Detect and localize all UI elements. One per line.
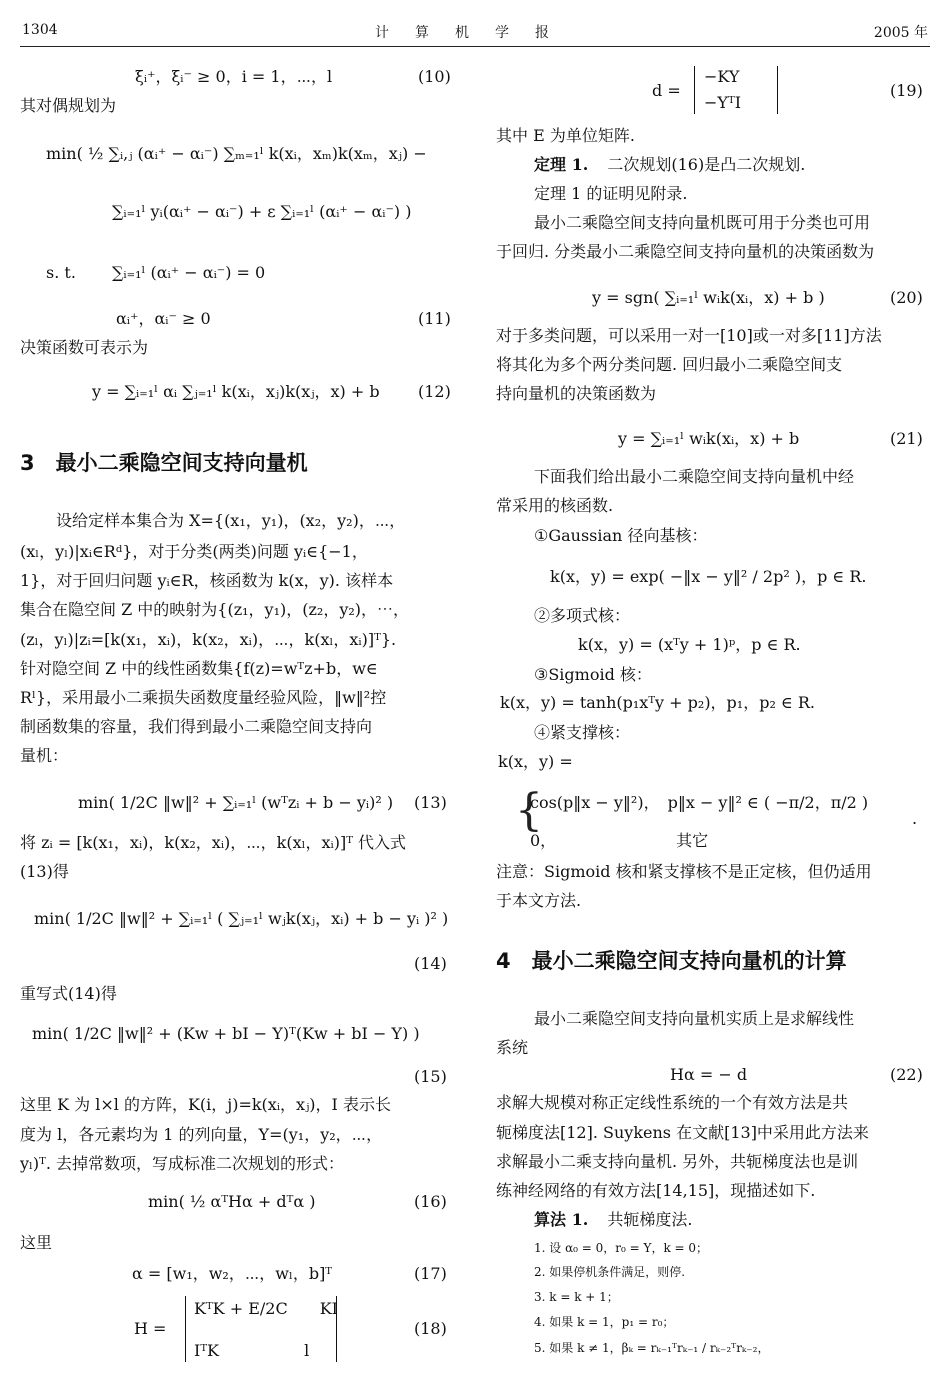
paragraph: 决策函数可表示为	[20, 338, 149, 357]
equation-10: ξᵢ⁺，ξᵢ⁻ ≥ 0，i = 1，⋯，l	[135, 67, 333, 86]
paragraph-line: 持向量机的决策函数为	[496, 384, 657, 403]
paragraph-line: yₗ)ᵀ. 去掉常数项，写成标准二次规划的形式：	[20, 1154, 345, 1173]
equation-13: min( 1/2C ‖w‖² + ∑ᵢ₌₁ˡ (wᵀzᵢ + b − yᵢ)² )	[78, 793, 394, 812]
theorem-text: 二次规划(16)是凸二次规划.	[607, 155, 806, 174]
paragraph-line: 轭梯度法[12]. Suykens 在文献[13]中采用此方法来	[496, 1123, 869, 1142]
kernel-label: ①Gaussian 径向基核：	[534, 526, 708, 545]
paragraph-line: 求解大规模对称正定线性系统的一个有效方法是共	[496, 1093, 849, 1112]
paragraph-line: 设给定样本集合为 X={(x₁，y₁)，(x₂，y₂)，⋯，	[56, 511, 406, 530]
page-number: 1304	[22, 22, 58, 38]
theorem	[534, 155, 805, 175]
algorithm-step: 4. 如果 k = 1，p₁ = r₀；	[534, 1315, 675, 1329]
paragraph-line: 于回归. 分类最小二乘隐空间支持向量机的决策函数为	[496, 242, 875, 261]
kernel-equation: k(x，y) = tanh(p₁xᵀy + p₂)，p₁，p₂ ∈ R.	[500, 693, 816, 712]
paragraph: 其对偶规划为	[20, 96, 117, 115]
paragraph-line: 针对隐空间 Z 中的线性函数集{f(z)=wᵀz+b，w∈	[20, 659, 378, 678]
paragraph: 定理 1 的证明见附录.	[534, 184, 688, 203]
section-heading: 3 最小二乘隐空间支持向量机	[20, 451, 308, 475]
equation-19-lhs: d =	[652, 81, 681, 100]
equation-11-line3: ∑ᵢ₌₁ˡ (αᵢ⁺ − αᵢ⁻) = 0	[112, 263, 266, 282]
paragraph-line: (zₗ，yₗ)|zᵢ=[k(x₁，xᵢ)，k(x₂，xᵢ)，⋯，k(xₗ，xᵢ)]ᵀ}.	[20, 630, 397, 649]
theorem-label: 定理 1.	[534, 155, 589, 174]
paragraph: 这里	[20, 1233, 53, 1252]
equation-number: (22)	[890, 1065, 923, 1084]
equation-19-row2: −YᵀI	[704, 93, 742, 112]
paragraph-line: 练神经网络的有效方法[14,15]，现描述如下.	[496, 1181, 816, 1200]
year: 2005 年	[873, 25, 928, 41]
algorithm-step: 3. k = k + 1；	[534, 1290, 619, 1304]
equation-number: (14)	[414, 954, 447, 973]
paragraph: 重写式(14)得	[20, 984, 117, 1003]
kernel-label: ②多项式核：	[534, 606, 631, 625]
kernel-equation-lhs: k(x，y) =	[498, 752, 573, 771]
kernel-case-2: 0， 其它	[530, 831, 709, 850]
equation-21: y = ∑ᵢ₌₁ˡ wᵢk(xᵢ，x) + b	[618, 429, 800, 448]
paragraph-line: 下面我们给出最小二乘隐空间支持向量机中经	[534, 467, 855, 486]
algorithm-step: 5. 如果 k ≠ 1，βₖ = rₖ₋₁ᵀrₖ₋₁ / rₖ₋₂ᵀrₖ₋₂，	[534, 1341, 770, 1355]
paragraph-line: 最小二乘隐空间支持向量机实质上是求解线性	[534, 1009, 855, 1028]
equation-number: (12)	[418, 382, 451, 401]
equation-22: Hα = − d	[670, 1065, 748, 1084]
equation-18-row1: KᵀK + E/2C KI	[194, 1299, 338, 1318]
equation-17: α = [w₁，w₂，⋯，wₗ，b]ᵀ	[132, 1264, 333, 1283]
paragraph-line: (xₗ，yₗ)|xᵢ∈Rᵈ}，对于分类(两类)问题 yᵢ∈{−1，	[20, 542, 368, 561]
equation-number: (20)	[890, 288, 923, 307]
paragraph-line: 最小二乘隐空间支持向量机既可用于分类也可用	[534, 213, 871, 232]
running-header	[20, 22, 930, 47]
equation-12: y = ∑ᵢ₌₁ˡ αᵢ ∑ⱼ₌₁ˡ k(xᵢ，xⱼ)k(xⱼ，x) + b	[92, 382, 380, 401]
paragraph-line: Rˡ}，采用最小二乘损失函数度量经验风险，‖w‖²控	[20, 688, 387, 707]
equation-14: min( 1/2C ‖w‖² + ∑ᵢ₌₁ˡ ( ∑ⱼ₌₁ˡ wⱼk(xⱼ，xᵢ) + b − yᵢ )² )	[34, 909, 449, 928]
paragraph-line: 系统	[496, 1038, 529, 1057]
equation-15: min( 1/2C ‖w‖² + (Kw + bI − Y)ᵀ(Kw + bI − Y) )	[32, 1024, 420, 1043]
paragraph-line: 将 zᵢ = [k(x₁，xᵢ)，k(x₂，xᵢ)，⋯，k(xₗ，xᵢ)]ᵀ 代入式	[20, 833, 407, 852]
paragraph-line: 度为 l，各元素均为 1 的列向量，Y=(y₁，y₂，⋯，	[20, 1125, 383, 1144]
equation-number: (10)	[418, 67, 451, 86]
equation-16: min( ½ αᵀHα + dᵀα )	[148, 1192, 316, 1211]
equation-number: (13)	[414, 793, 447, 812]
equation-number: (19)	[890, 81, 923, 100]
equation-11-line4: αᵢ⁺，αᵢ⁻ ≥ 0	[116, 309, 211, 328]
kernel-label: ④紧支撑核：	[534, 723, 631, 742]
paragraph-line: 量机：	[20, 746, 69, 765]
equation-number: (17)	[414, 1264, 447, 1283]
equation-20: y = sgn( ∑ᵢ₌₁ˡ wᵢk(xᵢ，x) + b )	[592, 288, 825, 307]
equation-number: (18)	[414, 1319, 447, 1338]
paragraph-line: 注意：Sigmoid 核和紧支撑核不是正定核，但仍适用	[496, 862, 872, 881]
kernel-equation: k(x，y) = (xᵀy + 1)ᵖ，p ∈ R.	[578, 635, 801, 654]
paragraph-line: 对于多类问题，可以采用一对一[10]或一对多[11]方法	[496, 326, 882, 345]
paragraph-line: 这里 K 为 l×l 的方阵，K(i，j)=k(xᵢ，xⱼ)，I 表示长	[20, 1095, 391, 1114]
paragraph-line: 将其化为多个两分类问题. 回归最小二乘隐空间支	[496, 355, 843, 374]
algorithm-name: 共轭梯度法.	[607, 1210, 693, 1229]
equation-number: (15)	[414, 1067, 447, 1086]
brace: {	[515, 785, 543, 836]
equation-19-row1: −KY	[704, 67, 740, 86]
section-heading: 4 最小二乘隐空间支持向量机的计算	[496, 949, 847, 973]
equation-11-line1: min( ½ ∑ᵢ,ⱼ (αᵢ⁺ − αᵢ⁻) ∑ₘ₌₁ˡ k(xᵢ，xₘ)k(xₘ，xⱼ) −	[46, 144, 427, 163]
kernel-equation: k(x，y) = exp( −‖x − y‖² / 2p² )，p ∈ R.	[550, 567, 867, 586]
paragraph-line: 常采用的核函数.	[496, 496, 614, 515]
kernel-case-1: cos(p‖x − y‖²)， p‖x − y‖² ∈ ( −π/2，π/2 )	[530, 793, 869, 812]
period: .	[912, 809, 918, 828]
paragraph-line: (13)得	[20, 862, 69, 881]
algorithm-step: 2. 如果停机条件满足，则停.	[534, 1265, 686, 1279]
paragraph-line: 制函数集的容量，我们得到最小二乘隐空间支持向	[20, 717, 373, 736]
paragraph-line: 求解最小二乘支持向量机. 另外，共轭梯度法也是训	[496, 1152, 859, 1171]
algorithm-label: 算法 1.	[534, 1210, 589, 1229]
paragraph-line: 集合在隐空间 Z 中的映射为{(z₁，y₁)，(z₂，y₂)，⋯，	[20, 600, 410, 619]
paragraph: 其中 E 为单位矩阵.	[496, 126, 635, 145]
algorithm-step: 1. 设 α₀ = 0，r₀ = Y，k = 0；	[534, 1241, 709, 1255]
paragraph-line: 1}，对于回归问题 yᵢ∈R，核函数为 k(x，y). 该样本	[20, 571, 394, 590]
equation-18-lhs: H =	[134, 1319, 167, 1338]
equation-number: (21)	[890, 429, 923, 448]
equation-11-st: s. t.	[46, 263, 76, 282]
journal-name: 计算机学报	[375, 25, 575, 41]
equation-number: (11)	[418, 309, 451, 328]
paragraph-line: 于本文方法.	[496, 891, 582, 910]
equation-18-row2: IᵀK l	[194, 1341, 310, 1360]
algorithm-title	[534, 1210, 692, 1230]
equation-number: (16)	[414, 1192, 447, 1211]
equation-11-line2: ∑ᵢ₌₁ˡ yᵢ(αᵢ⁺ − αᵢ⁻) + ε ∑ᵢ₌₁ˡ (αᵢ⁺ − αᵢ⁻) )	[112, 202, 412, 221]
kernel-label: ③Sigmoid 核：	[534, 665, 652, 684]
